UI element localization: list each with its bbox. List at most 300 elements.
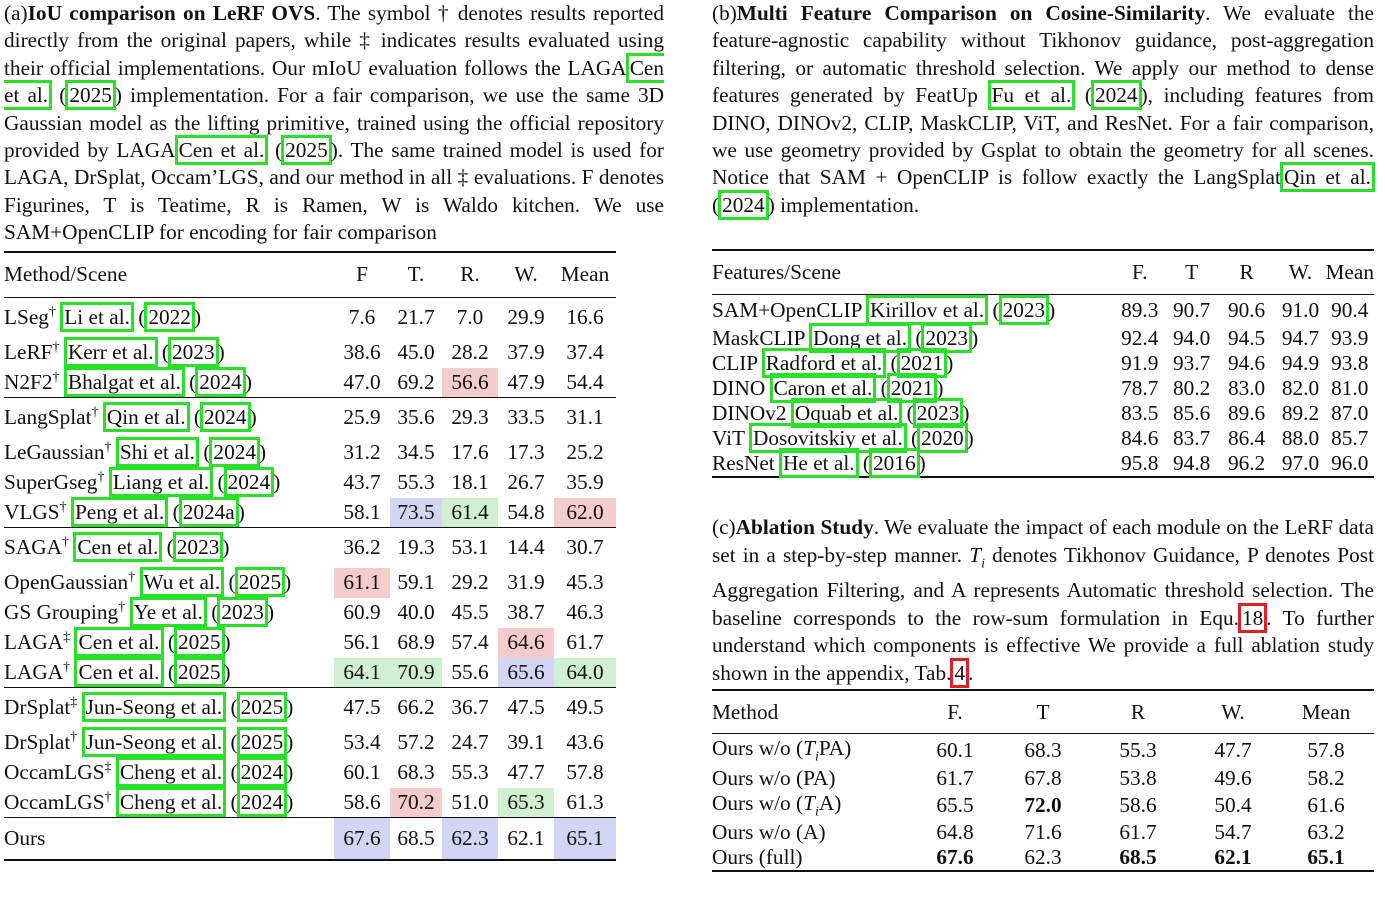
value-cell: 94.5 bbox=[1227, 326, 1266, 351]
method-cell: OccamLGS‡ Cheng et al. ( 2024 ) bbox=[4, 758, 334, 788]
citation-link[interactable]: Qin et al. bbox=[103, 402, 190, 432]
value-cell: 56.1 bbox=[343, 630, 381, 655]
value-cell: 68.3 bbox=[1024, 737, 1062, 762]
method-name: OccamLGS bbox=[4, 760, 105, 785]
value-cell: 40.0 bbox=[397, 600, 435, 625]
method-cell: DrSplat‡ Jun-Seong et al. ( 2025 ) bbox=[4, 688, 334, 728]
column-header: F bbox=[356, 262, 368, 287]
value-cell: 85.7 bbox=[1331, 426, 1369, 451]
value-cell: 50.4 bbox=[1214, 793, 1252, 818]
value-cell: 65.1 bbox=[1307, 845, 1345, 870]
citation-link[interactable]: He et al. bbox=[779, 448, 859, 478]
table-row bbox=[4, 468, 616, 498]
citation-year-link[interactable]: 2024 bbox=[195, 367, 246, 397]
value-cell: 57.8 bbox=[1307, 737, 1345, 762]
value-cell: 85.6 bbox=[1173, 401, 1211, 426]
value-cell: 39.1 bbox=[507, 730, 545, 755]
value-cell: 16.6 bbox=[566, 305, 604, 330]
value-cell: 29.9 bbox=[507, 305, 545, 330]
citation-year-link[interactable]: 2023 bbox=[168, 337, 219, 367]
column-header: Method/Scene bbox=[4, 262, 128, 287]
method-cell bbox=[712, 820, 912, 845]
citation-year-link[interactable]: 2024 bbox=[209, 437, 260, 467]
value-cell: 31.9 bbox=[507, 570, 545, 595]
value-cell: 37.9 bbox=[507, 340, 545, 365]
value-cell: 38.6 bbox=[343, 340, 381, 365]
value-cell: 78.7 bbox=[1121, 376, 1159, 401]
value-cell: 94.9 bbox=[1281, 351, 1320, 376]
value-cell: 65.3 bbox=[498, 788, 554, 818]
panel-c bbox=[712, 514, 1374, 872]
citation-year-link[interactable]: 2025 bbox=[65, 80, 116, 110]
value-cell: 29.2 bbox=[451, 570, 489, 595]
citation-year-link[interactable]: 2020 bbox=[917, 423, 968, 453]
value-cell: 62.1 bbox=[1214, 845, 1252, 870]
citation-link[interactable]: Kerr et al. bbox=[64, 337, 158, 367]
method-mark: † bbox=[97, 470, 105, 486]
method-name: N2F2 bbox=[4, 369, 53, 394]
method-name: SAM+OpenCLIP bbox=[712, 298, 862, 322]
table-ref-link[interactable]: 4 bbox=[950, 658, 969, 688]
value-cell: 62.1 bbox=[507, 825, 545, 850]
math-subscript: i bbox=[981, 555, 985, 571]
citation-year-link[interactable]: 2025 bbox=[235, 567, 286, 597]
value-cell: 31.1 bbox=[566, 405, 604, 430]
value-cell: 21.7 bbox=[397, 305, 435, 330]
citation-link[interactable]: Shi et al. bbox=[116, 437, 199, 467]
value-cell: 67.6 bbox=[936, 845, 974, 870]
citation-link[interactable]: Dosovitskiy et al. bbox=[749, 423, 907, 453]
citation-year-link[interactable]: 2024 bbox=[718, 190, 769, 220]
table-row bbox=[4, 438, 616, 468]
value-cell: 17.6 bbox=[451, 440, 489, 465]
method-cell bbox=[712, 791, 912, 820]
table-row bbox=[4, 758, 616, 788]
table-row bbox=[4, 338, 616, 368]
value-cell: 45.0 bbox=[397, 340, 435, 365]
table-row bbox=[712, 294, 1374, 326]
column-header: T bbox=[1036, 699, 1050, 724]
value-cell: 69.2 bbox=[397, 369, 435, 394]
value-cell: 64.8 bbox=[936, 820, 974, 845]
table-row bbox=[4, 788, 616, 818]
method-name: DrSplat bbox=[4, 695, 71, 720]
method-name: SuperGseg bbox=[4, 470, 98, 495]
method-name: LSeg bbox=[4, 305, 49, 330]
citation-year-link[interactable]: 2024 bbox=[237, 787, 288, 817]
column-header: W. bbox=[514, 262, 538, 287]
value-cell: 82.0 bbox=[1281, 376, 1320, 401]
value-cell: 65.5 bbox=[936, 793, 974, 818]
math-symbol: T bbox=[969, 542, 982, 567]
value-cell: 68.9 bbox=[397, 630, 435, 655]
panel-b bbox=[712, 0, 1374, 872]
value-cell: 60.9 bbox=[343, 600, 381, 625]
math-symbol: T bbox=[803, 790, 815, 815]
table-row bbox=[4, 528, 616, 568]
table-row bbox=[4, 398, 616, 438]
citation-year-link[interactable]: 2024 bbox=[200, 402, 251, 432]
table-b bbox=[712, 249, 1374, 478]
value-cell: 54.4 bbox=[566, 369, 604, 394]
value-cell: 34.5 bbox=[397, 440, 435, 465]
method-name: LAGA bbox=[4, 659, 64, 684]
value-cell: 61.7 bbox=[1119, 820, 1157, 845]
value-cell: 58.1 bbox=[343, 499, 381, 524]
value-cell: 64.1 bbox=[334, 658, 390, 688]
math-symbol: T bbox=[803, 735, 815, 760]
value-cell: 62.3 bbox=[1024, 845, 1062, 870]
method-name-suffix: PA) bbox=[818, 735, 852, 760]
method-cell: ResNet He et al. ( 2016 ) bbox=[712, 451, 1114, 477]
value-cell: 90.7 bbox=[1173, 298, 1211, 322]
value-cell: 68.3 bbox=[397, 760, 435, 785]
method-cell: SuperGseg† Liang et al. ( 2024 ) bbox=[4, 468, 334, 498]
citation-year-link[interactable]: 2024 bbox=[224, 467, 275, 497]
citation-year-link[interactable]: 2023 bbox=[999, 295, 1050, 325]
citation-link[interactable]: Caron et al. bbox=[770, 373, 877, 403]
method-cell bbox=[712, 766, 912, 791]
table-row bbox=[4, 298, 616, 338]
value-cell: 24.7 bbox=[451, 730, 489, 755]
value-cell: 28.2 bbox=[451, 340, 489, 365]
method-cell: GS Grouping† Ye et al. ( 2023 ) bbox=[4, 598, 334, 628]
table-row bbox=[712, 845, 1374, 871]
value-cell: 47.7 bbox=[507, 760, 545, 785]
value-cell: 57.8 bbox=[566, 760, 604, 785]
table-row bbox=[712, 791, 1374, 820]
citation-link[interactable]: Peng et al. bbox=[71, 497, 168, 527]
column-header: Mean bbox=[560, 262, 610, 287]
method-mark: ‡ bbox=[104, 760, 112, 776]
citation-link[interactable]: Ye et al. bbox=[130, 597, 207, 627]
table-row-ours bbox=[4, 818, 616, 860]
value-cell: 96.2 bbox=[1227, 451, 1266, 476]
value-cell: 61.7 bbox=[936, 765, 974, 790]
value-cell: 89.6 bbox=[1227, 401, 1266, 426]
method-mark: ‡ bbox=[70, 695, 78, 711]
value-cell: 61.3 bbox=[566, 789, 604, 814]
value-cell: 68.5 bbox=[1119, 845, 1157, 870]
method-mark: † bbox=[104, 789, 112, 805]
value-cell: 93.8 bbox=[1331, 351, 1369, 376]
column-header: Features/Scene bbox=[712, 260, 841, 284]
value-cell: 35.9 bbox=[566, 470, 604, 495]
column-header: F. bbox=[1131, 260, 1148, 284]
value-cell: 91.0 bbox=[1281, 298, 1320, 322]
citation-link[interactable]: Cheng et al. bbox=[116, 787, 226, 817]
method-mark: † bbox=[52, 340, 60, 356]
value-cell: 58.2 bbox=[1307, 765, 1345, 790]
citation-link[interactable]: Dong et al. bbox=[809, 323, 911, 353]
citation-link[interactable]: Cheng et al. bbox=[116, 757, 226, 787]
citation-link[interactable]: Cen et al. bbox=[74, 657, 163, 687]
equation-ref-link[interactable]: 18 bbox=[1238, 603, 1267, 633]
citation-link[interactable]: Jun-Seong et al. bbox=[82, 727, 227, 757]
panel-c-caption bbox=[712, 514, 1374, 687]
value-cell: 51.0 bbox=[451, 789, 489, 814]
value-cell: 46.3 bbox=[566, 600, 604, 625]
method-cell bbox=[712, 734, 912, 766]
value-cell: 57.4 bbox=[451, 630, 489, 655]
value-cell: 61.7 bbox=[566, 630, 604, 655]
value-cell: 62.3 bbox=[442, 818, 498, 860]
value-cell: 53.8 bbox=[1119, 765, 1157, 790]
value-cell: 94.6 bbox=[1227, 351, 1266, 376]
citation-link[interactable]: Bhalgat et al. bbox=[64, 367, 185, 397]
table-row bbox=[4, 728, 616, 758]
value-cell: 49.5 bbox=[566, 695, 604, 720]
value-cell: 70.9 bbox=[390, 658, 442, 688]
value-cell: 47.5 bbox=[343, 695, 381, 720]
value-cell: 63.2 bbox=[1307, 820, 1345, 845]
column-header: Method bbox=[712, 699, 779, 724]
table-row bbox=[4, 368, 616, 398]
value-cell: 43.7 bbox=[343, 470, 381, 495]
table-row bbox=[4, 688, 616, 728]
value-cell: 96.0 bbox=[1331, 451, 1369, 476]
value-cell: 83.5 bbox=[1121, 401, 1159, 426]
table-row bbox=[4, 498, 616, 528]
citation-link[interactable]: Cen et al. bbox=[73, 532, 162, 562]
value-cell: 68.5 bbox=[397, 825, 435, 850]
value-cell: 94.0 bbox=[1173, 326, 1211, 351]
method-mark: ‡ bbox=[63, 630, 71, 646]
value-cell: 70.2 bbox=[390, 788, 442, 818]
method-cell: MaskCLIP Dong et al. ( 2023 ) bbox=[712, 326, 1114, 351]
caption-text: . The symbol † denotes results reported directly from the original papers, while ‡ indicates results evaluated using their official implementations. Our mIoU evaluation follows the LAGA bbox=[4, 1, 664, 80]
method-name: OpenGaussian bbox=[4, 570, 129, 595]
citation-year-link[interactable]: 2024a bbox=[179, 497, 239, 527]
caption-text: implementation. bbox=[774, 192, 920, 217]
method-cell bbox=[712, 845, 912, 871]
value-cell: 47.7 bbox=[1214, 737, 1252, 762]
table-c bbox=[712, 689, 1374, 872]
value-cell: 55.6 bbox=[451, 659, 489, 684]
value-cell: 31.2 bbox=[343, 440, 381, 465]
method-name: Ours bbox=[4, 825, 46, 850]
value-cell: 65.6 bbox=[498, 658, 554, 688]
citation-year-link[interactable]: 2021 bbox=[897, 348, 948, 378]
caption-text: implementation. For a fair comparison, we use the same 3D Gaussian model as the lifting primitive, trained using the official repository provided by LAGA bbox=[4, 83, 664, 163]
panel-b-prefix: (b) bbox=[712, 1, 737, 25]
citation-year-link[interactable]: 2024 bbox=[237, 757, 288, 787]
method-name: ViT bbox=[712, 426, 745, 451]
method-name: LeGaussian bbox=[4, 440, 105, 465]
method-cell: N2F2† Bhalgat et al. ( 2024 ) bbox=[4, 368, 334, 398]
table-header-row bbox=[712, 250, 1374, 294]
value-cell: 26.7 bbox=[507, 470, 545, 495]
citation-year-link[interactable]: 2023 bbox=[913, 398, 964, 428]
method-mark: † bbox=[118, 600, 126, 616]
value-cell: 61.4 bbox=[442, 498, 498, 528]
citation-link[interactable]: Qin et al. bbox=[1280, 162, 1375, 192]
value-cell: 58.6 bbox=[343, 789, 381, 814]
citation-year-link[interactable]: 2023 bbox=[173, 532, 224, 562]
value-cell: 7.6 bbox=[348, 305, 376, 330]
value-cell: 73.5 bbox=[390, 498, 442, 528]
value-cell: 93.9 bbox=[1331, 326, 1369, 351]
value-cell: 90.6 bbox=[1227, 298, 1266, 322]
caption-text: . We evaluate the impact of each module on the LeRF data set in a step-by-step manner. bbox=[712, 515, 1374, 567]
table-row bbox=[4, 658, 616, 688]
table-header-row bbox=[4, 252, 616, 298]
value-cell: 93.7 bbox=[1173, 351, 1211, 376]
citation-year-link[interactable]: 2025 bbox=[174, 627, 225, 657]
value-cell: 88.0 bbox=[1281, 426, 1320, 451]
method-name: DINO bbox=[712, 376, 766, 401]
citation-link[interactable]: Fu et al. bbox=[988, 80, 1076, 110]
method-name: DINOv2 bbox=[712, 401, 787, 426]
panel-a bbox=[4, 0, 664, 861]
caption-text: . The same trained model is used for LAGA, DrSplat, Occam’LGS, and our method in all ‡ evaluations. F denotes Figurines, T is Teatime, R is Ramen, W is Waldo kitchen. We use SAM+OpenCLIP for encoding for fair comparison bbox=[4, 138, 664, 245]
method-cell: VLGS† Peng et al. ( 2024a ) bbox=[4, 498, 334, 528]
column-header: T. bbox=[407, 262, 425, 287]
value-cell: 95.8 bbox=[1121, 451, 1159, 476]
value-cell: 67.8 bbox=[1024, 765, 1062, 790]
caption-text: . To further understand which components is effective We provide a full ablation study shown in the appendix, Tab. bbox=[712, 605, 1374, 685]
method-mark: † bbox=[61, 535, 69, 551]
citation-link[interactable]: Liang et al. bbox=[109, 467, 213, 497]
method-name: Ours w/o ( bbox=[712, 790, 804, 815]
method-name: LAGA bbox=[4, 630, 64, 655]
table-row bbox=[712, 820, 1374, 845]
value-cell: 53.1 bbox=[451, 535, 489, 560]
method-mark: † bbox=[91, 405, 99, 421]
citation-year-link[interactable]: 2025 bbox=[281, 135, 332, 165]
citation-link[interactable]: Li et al. bbox=[60, 302, 134, 332]
method-cell: CLIP Radford et al. ( 2021 ) bbox=[712, 351, 1114, 376]
citation-link[interactable]: Wu et al. bbox=[140, 567, 225, 597]
method-name: VLGS bbox=[4, 499, 60, 524]
math-subscript: i bbox=[814, 748, 819, 764]
table-row bbox=[712, 734, 1374, 766]
value-cell: 17.3 bbox=[507, 440, 545, 465]
value-cell: 57.2 bbox=[397, 730, 435, 755]
method-cell: OpenGaussian† Wu et al. ( 2025 ) bbox=[4, 568, 334, 598]
citation-link[interactable]: Cen et al. bbox=[4, 53, 664, 110]
citation-link[interactable]: Cen et al. bbox=[175, 135, 269, 165]
citation-year-link[interactable]: 2016 bbox=[869, 448, 920, 478]
value-cell: 19.3 bbox=[397, 535, 435, 560]
value-cell: 47.0 bbox=[343, 369, 381, 394]
table-a bbox=[4, 251, 616, 861]
citation-year-link[interactable]: 2023 bbox=[921, 323, 972, 353]
table-row bbox=[712, 451, 1374, 477]
panel-a-prefix: (a) bbox=[4, 1, 28, 25]
method-mark: † bbox=[128, 570, 136, 586]
value-cell: 56.6 bbox=[442, 368, 498, 398]
method-name: DrSplat bbox=[4, 730, 71, 755]
method-cell: LAGA† Cen et al. ( 2025 ) bbox=[4, 658, 334, 688]
panel-b-caption: (b)Multi Feature Comparison on Cosine-Similarity. We evaluate the feature-agnostic capability without Tikhonov guidance, post-aggregation filtering, or automatic threshold selection. We apply our method to dense features generated by FeatUp Fu et al. ( 2024 ), including features from DINO, DINOv2, CLIP, MaskCLIP, ViT, and ResNet. For a fair comparison, we use geometry provided by Gsplat to obtain the geometry for all scenes. Notice that SAM + OpenCLIP is follow exactly the LangSplat Qin et al. ( 2024 ) implementation. bbox=[712, 0, 1374, 219]
value-cell: 80.2 bbox=[1173, 376, 1211, 401]
value-cell: 60.1 bbox=[343, 760, 381, 785]
value-cell: 37.4 bbox=[566, 340, 604, 365]
value-cell: 91.9 bbox=[1121, 351, 1159, 376]
citation-year-link[interactable]: 2021 bbox=[887, 373, 938, 403]
method-name: LeRF bbox=[4, 340, 53, 365]
column-header: F. bbox=[947, 699, 963, 724]
method-cell: LangSplat† Qin et al. ( 2024 ) bbox=[4, 398, 334, 438]
citation-year-link[interactable]: 2024 bbox=[1091, 80, 1142, 110]
citation-year-link[interactable]: 2025 bbox=[237, 727, 288, 757]
panel-c-title: Ablation Study bbox=[735, 515, 874, 540]
citation-link[interactable]: Oquab et al. bbox=[791, 398, 903, 428]
value-cell: 55.3 bbox=[1119, 737, 1157, 762]
value-cell: 53.4 bbox=[343, 730, 381, 755]
column-header: Mean bbox=[1301, 699, 1351, 724]
method-name: OccamLGS bbox=[4, 789, 105, 814]
method-cell: SAGA† Cen et al. ( 2023 ) bbox=[4, 528, 334, 568]
method-name: Ours (full) bbox=[712, 845, 803, 870]
citation-year-link[interactable]: 2025 bbox=[237, 692, 288, 722]
citation-year-link[interactable]: 2025 bbox=[174, 657, 225, 687]
citation-link[interactable]: Cen et al. bbox=[74, 627, 163, 657]
value-cell: 45.5 bbox=[451, 600, 489, 625]
value-cell: 43.6 bbox=[566, 730, 604, 755]
value-cell: 66.2 bbox=[397, 695, 435, 720]
table-row bbox=[4, 628, 616, 658]
method-cell: DINO Caron et al. ( 2021 ) bbox=[712, 376, 1114, 401]
method-mark: † bbox=[52, 369, 60, 385]
method-name: MaskCLIP bbox=[712, 326, 805, 351]
value-cell: 30.7 bbox=[566, 535, 604, 560]
method-cell: LeGaussian† Shi et al. ( 2024 ) bbox=[4, 438, 334, 468]
column-header: W. bbox=[1221, 699, 1245, 724]
method-name: GS Grouping bbox=[4, 600, 119, 625]
value-cell: 86.4 bbox=[1227, 426, 1266, 451]
value-cell: 64.0 bbox=[554, 658, 616, 688]
method-name: Ours w/o ( bbox=[712, 735, 804, 760]
citation-link[interactable]: Jun-Seong et al. bbox=[82, 692, 227, 722]
table-row bbox=[4, 568, 616, 598]
caption-text: denotes Tikhonov Guidance, P denotes Post Aggregation Filtering, and A represents Automatic threshold selection. The baseline corresponds to the row-sum formulation in Equ. bbox=[712, 542, 1374, 630]
panel-a-caption: (a)IoU comparison on LeRF OVS. The symbol † denotes results reported directly from the original papers, while ‡ indicates results evaluated using their official implementations. Our mIoU evaluation follows the LAGA Cen et al. ( 2025 ) implementation. For a fair comparison, we use the same 3D Gaussian model as the lifting primitive, trained using the official repository provided by LAGA Cen et al. ( 2025 ). The same trained model is used for LAGA, DrSplat, Occam’LGS, and our method in all ‡ evaluations. F denotes Figurines, T is Teatime, R is Ramen, W is Waldo kitchen. We use SAM+OpenCLIP for encoding for fair comparison bbox=[4, 1, 664, 245]
value-cell: 45.3 bbox=[566, 570, 604, 595]
value-cell: 38.7 bbox=[507, 600, 545, 625]
column-header: R bbox=[1130, 699, 1146, 724]
table-row bbox=[4, 598, 616, 628]
math-subscript: i bbox=[814, 804, 819, 820]
value-cell: 67.6 bbox=[334, 818, 390, 860]
value-cell: 54.7 bbox=[1214, 820, 1252, 845]
value-cell: 83.7 bbox=[1173, 426, 1211, 451]
panel-b-title: Multi Feature Comparison on Cosine-Similarity bbox=[736, 1, 1206, 25]
value-cell: 97.0 bbox=[1281, 451, 1320, 476]
value-cell: 18.1 bbox=[451, 470, 489, 495]
method-mark: † bbox=[59, 499, 67, 515]
value-cell: 54.8 bbox=[507, 499, 545, 524]
value-cell: 59.1 bbox=[397, 570, 435, 595]
method-name: SAGA bbox=[4, 535, 62, 560]
value-cell: 14.4 bbox=[507, 535, 545, 560]
value-cell: 89.2 bbox=[1281, 401, 1320, 426]
value-cell: 61.1 bbox=[334, 568, 390, 598]
citation-link[interactable]: Radford et al. bbox=[762, 348, 887, 378]
value-cell: 58.6 bbox=[1119, 793, 1157, 818]
value-cell: 33.5 bbox=[507, 405, 545, 430]
citation-link[interactable]: Kirillov et al. bbox=[866, 295, 988, 325]
column-header: R bbox=[1239, 260, 1254, 284]
value-cell: 55.3 bbox=[451, 760, 489, 785]
table-row bbox=[712, 766, 1374, 791]
value-cell: 29.3 bbox=[451, 405, 489, 430]
value-cell: 84.6 bbox=[1121, 426, 1159, 451]
value-cell: 60.1 bbox=[936, 737, 974, 762]
citation-year-link[interactable]: 2023 bbox=[217, 597, 268, 627]
citation-year-link[interactable]: 2022 bbox=[144, 302, 195, 332]
